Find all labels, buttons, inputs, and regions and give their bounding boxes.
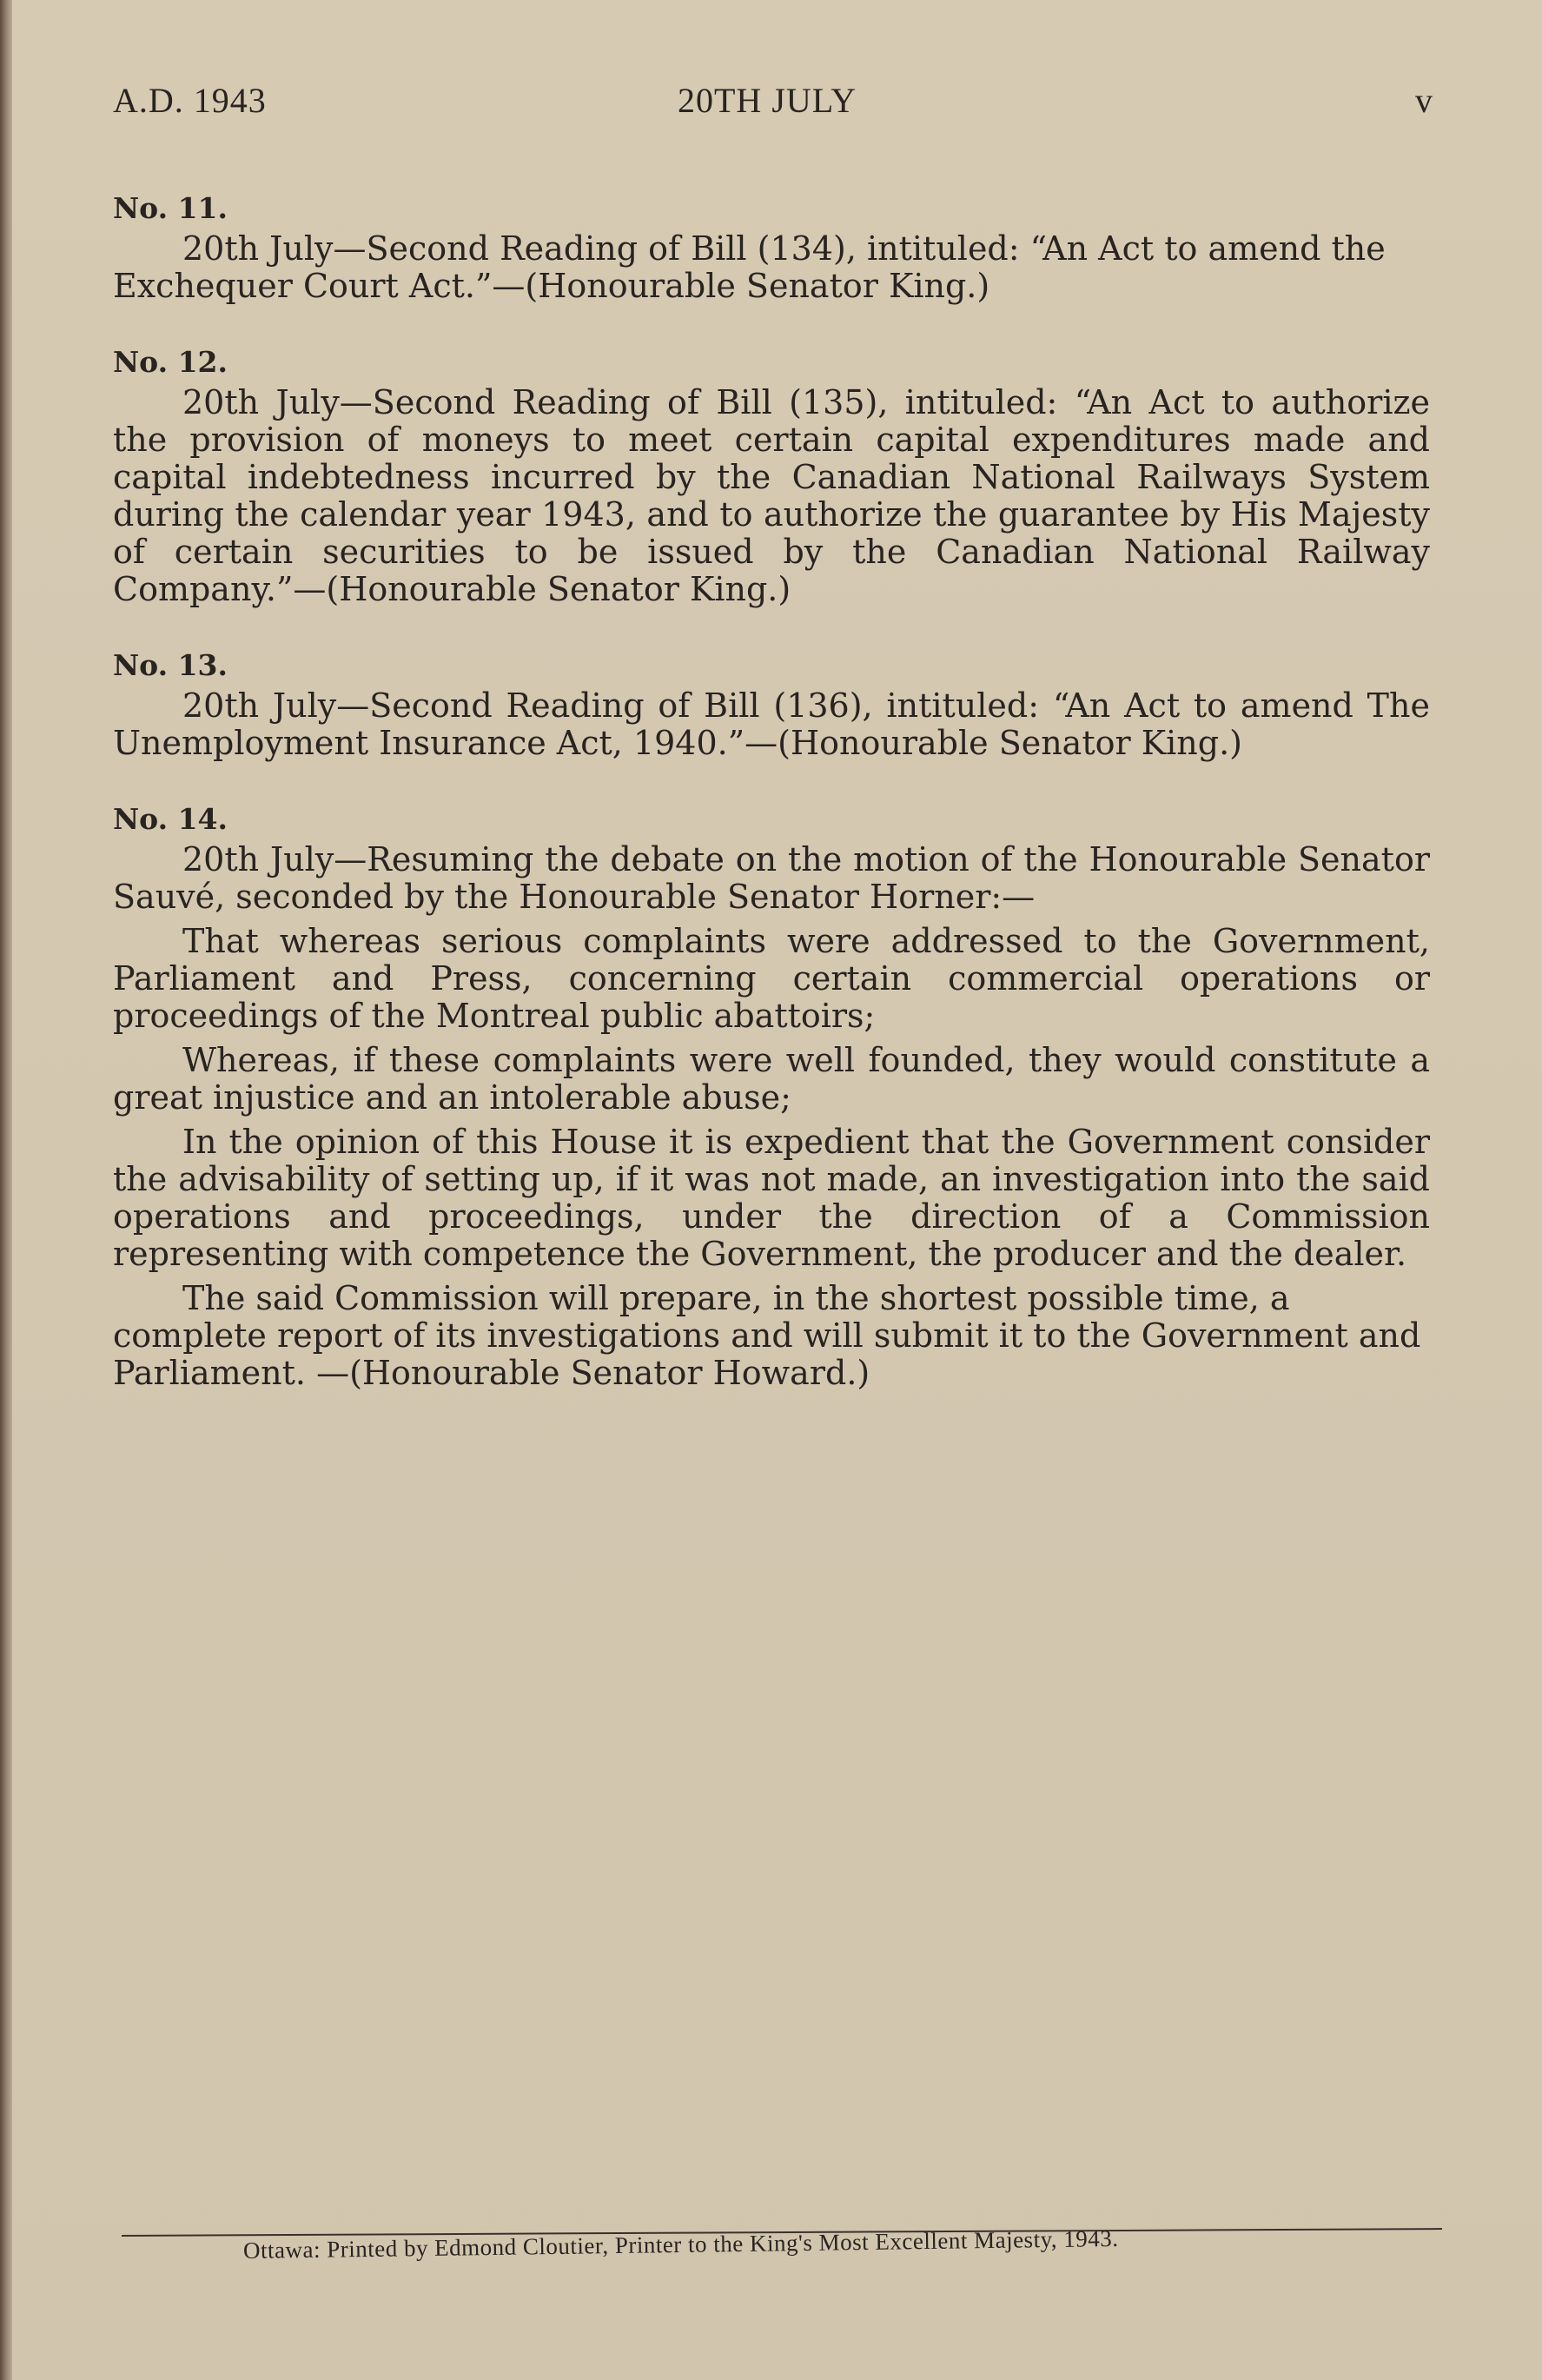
item-paragraph: 20th July—Second Reading of Bill (136), intituled: “An Act to amend The Unemployment Insurance Act, 1940.”—(Honourable Senator King.) [113,686,1430,762]
header-date: 20TH JULY [678,81,857,120]
order-item-14 [113,800,1430,1392]
page-binding-edge [0,0,12,2380]
page-header [113,80,1433,123]
item-paragraph: 20th July—Second Reading of Bill (134), intituled: “An Act to amend the Exchequer Court Act.”—(Honourable Senator King.) [113,229,1386,305]
item-paragraph: 20th July—Second Reading of Bill (135), intituled: “An Act to authorize the provision of moneys to meet certain capital expenditures made and capital indebtedness incurred by the Canadian National Railways System during the calendar year 1943, and to authorize the guarantee by His Majesty of certain securities to be issued by the Canadian National Railway Company.”—(Honourable Senator King.) [113,383,1430,608]
order-item-13 [113,646,1430,762]
motion-paragraph: The said Commission will prepare, in the shortest possible time, a complete report of its investigations and will submit it to the Government and Parliament. —(Honourable Senator Howard.) [113,1279,1421,1392]
printer-imprint: Ottawa: Printed by Edmond Cloutier, Printer to the King's Most Excellent Majesty, 1943. [242,2224,1119,2264]
item-number: No. 11. [113,191,228,225]
motion-paragraph: In the opinion of this House it is expedient that the Government consider the advisability of setting up, if it was not made, an investigation into the said operations and proceedings, under the direction of a Commission representing with competence the Government, the producer and the dealer. [113,1123,1430,1273]
item-number: No. 14. [113,802,228,836]
order-item-11 [113,189,1430,305]
item-number: No. 12. [113,345,228,379]
motion-paragraph: That whereas serious complaints were addressed to the Government, Parliament and Press, concerning certain commercial operations or proceedings of the Montreal public abattoirs; [113,922,1430,1035]
header-page-number: v [1415,81,1433,120]
item-number: No. 13. [113,648,228,682]
item-paragraph: 20th July—Resuming the debate on the motion of the Honourable Senator Sauvé, seconded by the Honourable Senator Horner:— [113,840,1430,916]
order-item-12 [113,343,1430,608]
orders-of-the-day [113,189,1430,1430]
header-year: A.D. 1943 [113,81,267,120]
motion-paragraph: Whereas, if these complaints were well founded, they would constitute a great injustice and an intolerable abuse; [113,1041,1430,1117]
